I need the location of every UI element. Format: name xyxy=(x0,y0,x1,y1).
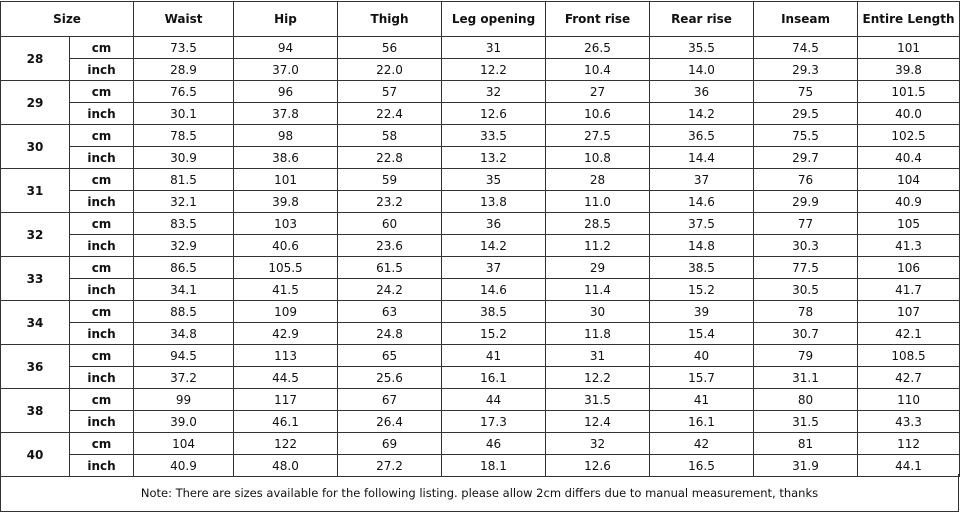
measurement-cell: 99 xyxy=(134,389,234,411)
measurement-cell: 32 xyxy=(546,433,650,455)
measurement-cell: 15.2 xyxy=(442,323,546,345)
measurement-cell: 81 xyxy=(754,433,858,455)
measurement-cell: 17.3 xyxy=(442,411,546,433)
measurement-cell: 41.3 xyxy=(858,235,960,257)
measurement-cell: 34.1 xyxy=(134,279,234,301)
measurement-cell: 24.2 xyxy=(338,279,442,301)
measurement-cell: 22.8 xyxy=(338,147,442,169)
measurement-cell: 57 xyxy=(338,81,442,103)
measurement-cell: 14.2 xyxy=(442,235,546,257)
measurement-cell: 35.5 xyxy=(650,37,754,59)
measurement-cell: 102.5 xyxy=(858,125,960,147)
measurement-cell: 78.5 xyxy=(134,125,234,147)
measurement-cell: 15.4 xyxy=(650,323,754,345)
table-row xyxy=(1,301,960,323)
measurement-cell: 41 xyxy=(650,389,754,411)
measurement-cell: 12.4 xyxy=(546,411,650,433)
unit-label-inch: inch xyxy=(70,411,134,433)
measurement-cell: 31 xyxy=(442,37,546,59)
measurement-cell: 105 xyxy=(858,213,960,235)
size-label: 29 xyxy=(1,81,70,125)
measurement-cell: 26.5 xyxy=(546,37,650,59)
header-waist: Waist xyxy=(134,2,234,37)
table-row xyxy=(1,191,960,213)
measurement-cell: 105.5 xyxy=(234,257,338,279)
measurement-cell: 101 xyxy=(858,37,960,59)
measurement-cell: 16.1 xyxy=(442,367,546,389)
measurement-cell: 39.8 xyxy=(858,59,960,81)
measurement-cell: 46 xyxy=(442,433,546,455)
measurement-cell: 10.6 xyxy=(546,103,650,125)
measurement-cell: 24.8 xyxy=(338,323,442,345)
measurement-cell: 14.4 xyxy=(650,147,754,169)
measurement-cell: 26.4 xyxy=(338,411,442,433)
measurement-cell: 43.3 xyxy=(858,411,960,433)
measurement-cell: 48.0 xyxy=(234,455,338,477)
measurement-cell: 39 xyxy=(650,301,754,323)
measurement-cell: 28 xyxy=(546,169,650,191)
measurement-cell: 37.0 xyxy=(234,59,338,81)
measurement-cell: 46.1 xyxy=(234,411,338,433)
measurement-cell: 40.6 xyxy=(234,235,338,257)
table-row xyxy=(1,279,960,301)
unit-label-cm: cm xyxy=(70,345,134,367)
measurement-cell: 14.6 xyxy=(650,191,754,213)
measurement-cell: 29.9 xyxy=(754,191,858,213)
measurement-cell: 41 xyxy=(442,345,546,367)
unit-label-inch: inch xyxy=(70,279,134,301)
measurement-cell: 77.5 xyxy=(754,257,858,279)
measurement-cell: 44.5 xyxy=(234,367,338,389)
size-label: 30 xyxy=(1,125,70,169)
measurement-cell: 29.5 xyxy=(754,103,858,125)
measurement-cell: 96 xyxy=(234,81,338,103)
measurement-cell: 11.2 xyxy=(546,235,650,257)
unit-label-cm: cm xyxy=(70,257,134,279)
measurement-cell: 12.2 xyxy=(546,367,650,389)
measurement-cell: 61.5 xyxy=(338,257,442,279)
table-row xyxy=(1,147,960,169)
measurement-cell: 73.5 xyxy=(134,37,234,59)
measurement-cell: 76 xyxy=(754,169,858,191)
measurement-cell: 40.9 xyxy=(134,455,234,477)
unit-label-cm: cm xyxy=(70,125,134,147)
measurement-cell: 44.1 xyxy=(858,455,960,477)
measurement-cell: 14.8 xyxy=(650,235,754,257)
measurement-cell: 58 xyxy=(338,125,442,147)
unit-label-cm: cm xyxy=(70,37,134,59)
measurement-cell: 39.8 xyxy=(234,191,338,213)
measurement-cell: 10.8 xyxy=(546,147,650,169)
table-row xyxy=(1,235,960,257)
measurement-cell: 31 xyxy=(546,345,650,367)
unit-label-inch: inch xyxy=(70,455,134,477)
table-row xyxy=(1,125,960,147)
measurement-cell: 75 xyxy=(754,81,858,103)
unit-label-inch: inch xyxy=(70,191,134,213)
table-row xyxy=(1,433,960,455)
size-label: 32 xyxy=(1,213,70,257)
measurement-cell: 30.3 xyxy=(754,235,858,257)
header-leg-opening: Leg opening xyxy=(442,2,546,37)
measurement-cell: 122 xyxy=(234,433,338,455)
measurement-cell: 11.8 xyxy=(546,323,650,345)
measurement-cell: 14.0 xyxy=(650,59,754,81)
measurement-cell: 29.3 xyxy=(754,59,858,81)
table-row xyxy=(1,323,960,345)
measurement-cell: 29 xyxy=(546,257,650,279)
unit-label-cm: cm xyxy=(70,81,134,103)
measurement-cell: 12.6 xyxy=(442,103,546,125)
size-label: 33 xyxy=(1,257,70,301)
measurement-cell: 40.0 xyxy=(858,103,960,125)
measurement-cell: 27 xyxy=(546,81,650,103)
measurement-cell: 40.9 xyxy=(858,191,960,213)
measurement-cell: 75.5 xyxy=(754,125,858,147)
header-row xyxy=(1,2,960,37)
measurement-cell: 94.5 xyxy=(134,345,234,367)
measurement-cell: 31.5 xyxy=(754,411,858,433)
size-chart-table xyxy=(0,1,960,477)
measurement-cell: 40.4 xyxy=(858,147,960,169)
measurement-cell: 38.5 xyxy=(442,301,546,323)
measurement-cell: 42.9 xyxy=(234,323,338,345)
measurement-cell: 77 xyxy=(754,213,858,235)
measurement-cell: 42.7 xyxy=(858,367,960,389)
measurement-cell: 104 xyxy=(858,169,960,191)
measurement-cell: 16.1 xyxy=(650,411,754,433)
measurement-cell: 32.1 xyxy=(134,191,234,213)
table-row xyxy=(1,103,960,125)
measurement-cell: 23.2 xyxy=(338,191,442,213)
measurement-cell: 76.5 xyxy=(134,81,234,103)
table-row xyxy=(1,389,960,411)
measurement-cell: 14.2 xyxy=(650,103,754,125)
measurement-cell: 13.8 xyxy=(442,191,546,213)
measurement-cell: 60 xyxy=(338,213,442,235)
measurement-cell: 101.5 xyxy=(858,81,960,103)
size-label: 34 xyxy=(1,301,70,345)
measurement-cell: 31.5 xyxy=(546,389,650,411)
table-row xyxy=(1,411,960,433)
measurement-cell: 37.8 xyxy=(234,103,338,125)
measurement-cell: 94 xyxy=(234,37,338,59)
measurement-cell: 12.6 xyxy=(546,455,650,477)
measurement-cell: 27.2 xyxy=(338,455,442,477)
header-entire-length: Entire Length xyxy=(858,2,960,37)
measurement-cell: 13.2 xyxy=(442,147,546,169)
unit-label-cm: cm xyxy=(70,213,134,235)
table-row xyxy=(1,257,960,279)
table-header xyxy=(1,2,960,37)
measurement-cell: 113 xyxy=(234,345,338,367)
measurement-cell: 41.7 xyxy=(858,279,960,301)
measurement-cell: 41.5 xyxy=(234,279,338,301)
measurement-note: Note: There are sizes available for the following listing. please allow 2cm differs due to manual measurement, thanks xyxy=(0,474,959,512)
measurement-cell: 12.2 xyxy=(442,59,546,81)
measurement-cell: 22.0 xyxy=(338,59,442,81)
header-thigh: Thigh xyxy=(338,2,442,37)
measurement-cell: 112 xyxy=(858,433,960,455)
measurement-cell: 14.6 xyxy=(442,279,546,301)
measurement-cell: 86.5 xyxy=(134,257,234,279)
measurement-cell: 36 xyxy=(650,81,754,103)
measurement-cell: 10.4 xyxy=(546,59,650,81)
size-label: 31 xyxy=(1,169,70,213)
measurement-cell: 30.9 xyxy=(134,147,234,169)
measurement-cell: 28.9 xyxy=(134,59,234,81)
measurement-cell: 67 xyxy=(338,389,442,411)
measurement-cell: 25.6 xyxy=(338,367,442,389)
measurement-cell: 31.9 xyxy=(754,455,858,477)
measurement-cell: 108.5 xyxy=(858,345,960,367)
header-rear-rise: Rear rise xyxy=(650,2,754,37)
measurement-cell: 38.5 xyxy=(650,257,754,279)
table-row xyxy=(1,81,960,103)
size-label: 38 xyxy=(1,389,70,433)
measurement-cell: 32.9 xyxy=(134,235,234,257)
size-label: 40 xyxy=(1,433,70,477)
measurement-cell: 37.5 xyxy=(650,213,754,235)
measurement-cell: 39.0 xyxy=(134,411,234,433)
measurement-cell: 44 xyxy=(442,389,546,411)
measurement-cell: 117 xyxy=(234,389,338,411)
measurement-cell: 37 xyxy=(442,257,546,279)
measurement-cell: 69 xyxy=(338,433,442,455)
measurement-cell: 40 xyxy=(650,345,754,367)
unit-label-cm: cm xyxy=(70,389,134,411)
measurement-cell: 65 xyxy=(338,345,442,367)
measurement-cell: 28.5 xyxy=(546,213,650,235)
measurement-cell: 35 xyxy=(442,169,546,191)
measurement-cell: 79 xyxy=(754,345,858,367)
measurement-cell: 32 xyxy=(442,81,546,103)
measurement-cell: 11.4 xyxy=(546,279,650,301)
table-row xyxy=(1,169,960,191)
measurement-cell: 42.1 xyxy=(858,323,960,345)
table-row xyxy=(1,59,960,81)
table-row xyxy=(1,345,960,367)
measurement-cell: 63 xyxy=(338,301,442,323)
header-inseam: Inseam xyxy=(754,2,858,37)
measurement-cell: 56 xyxy=(338,37,442,59)
measurement-cell: 110 xyxy=(858,389,960,411)
unit-label-inch: inch xyxy=(70,59,134,81)
measurement-cell: 36.5 xyxy=(650,125,754,147)
measurement-cell: 80 xyxy=(754,389,858,411)
measurement-cell: 38.6 xyxy=(234,147,338,169)
measurement-cell: 27.5 xyxy=(546,125,650,147)
measurement-cell: 78 xyxy=(754,301,858,323)
measurement-cell: 33.5 xyxy=(442,125,546,147)
size-label: 36 xyxy=(1,345,70,389)
header-front-rise: Front rise xyxy=(546,2,650,37)
measurement-cell: 30.5 xyxy=(754,279,858,301)
table-row xyxy=(1,37,960,59)
measurement-cell: 22.4 xyxy=(338,103,442,125)
measurement-cell: 36 xyxy=(442,213,546,235)
measurement-cell: 15.2 xyxy=(650,279,754,301)
unit-label-inch: inch xyxy=(70,367,134,389)
measurement-cell: 11.0 xyxy=(546,191,650,213)
measurement-cell: 29.7 xyxy=(754,147,858,169)
measurement-cell: 23.6 xyxy=(338,235,442,257)
unit-label-inch: inch xyxy=(70,147,134,169)
header-size: Size xyxy=(1,2,134,37)
measurement-cell: 88.5 xyxy=(134,301,234,323)
measurement-cell: 30.1 xyxy=(134,103,234,125)
measurement-cell: 37 xyxy=(650,169,754,191)
measurement-cell: 81.5 xyxy=(134,169,234,191)
unit-label-inch: inch xyxy=(70,235,134,257)
measurement-cell: 107 xyxy=(858,301,960,323)
measurement-cell: 104 xyxy=(134,433,234,455)
measurement-cell: 103 xyxy=(234,213,338,235)
measurement-cell: 42 xyxy=(650,433,754,455)
measurement-cell: 74.5 xyxy=(754,37,858,59)
measurement-cell: 15.7 xyxy=(650,367,754,389)
measurement-cell: 59 xyxy=(338,169,442,191)
measurement-cell: 83.5 xyxy=(134,213,234,235)
measurement-cell: 16.5 xyxy=(650,455,754,477)
measurement-cell: 106 xyxy=(858,257,960,279)
measurement-cell: 30.7 xyxy=(754,323,858,345)
measurement-cell: 34.8 xyxy=(134,323,234,345)
measurement-cell: 31.1 xyxy=(754,367,858,389)
measurement-cell: 18.1 xyxy=(442,455,546,477)
unit-label-inch: inch xyxy=(70,323,134,345)
size-label: 28 xyxy=(1,37,70,81)
unit-label-cm: cm xyxy=(70,301,134,323)
table-row xyxy=(1,213,960,235)
unit-label-cm: cm xyxy=(70,169,134,191)
measurement-cell: 30 xyxy=(546,301,650,323)
measurement-cell: 101 xyxy=(234,169,338,191)
measurement-cell: 37.2 xyxy=(134,367,234,389)
header-hip: Hip xyxy=(234,2,338,37)
measurement-cell: 109 xyxy=(234,301,338,323)
table-row xyxy=(1,367,960,389)
table-body xyxy=(1,37,960,477)
unit-label-inch: inch xyxy=(70,103,134,125)
measurement-cell: 98 xyxy=(234,125,338,147)
unit-label-cm: cm xyxy=(70,433,134,455)
